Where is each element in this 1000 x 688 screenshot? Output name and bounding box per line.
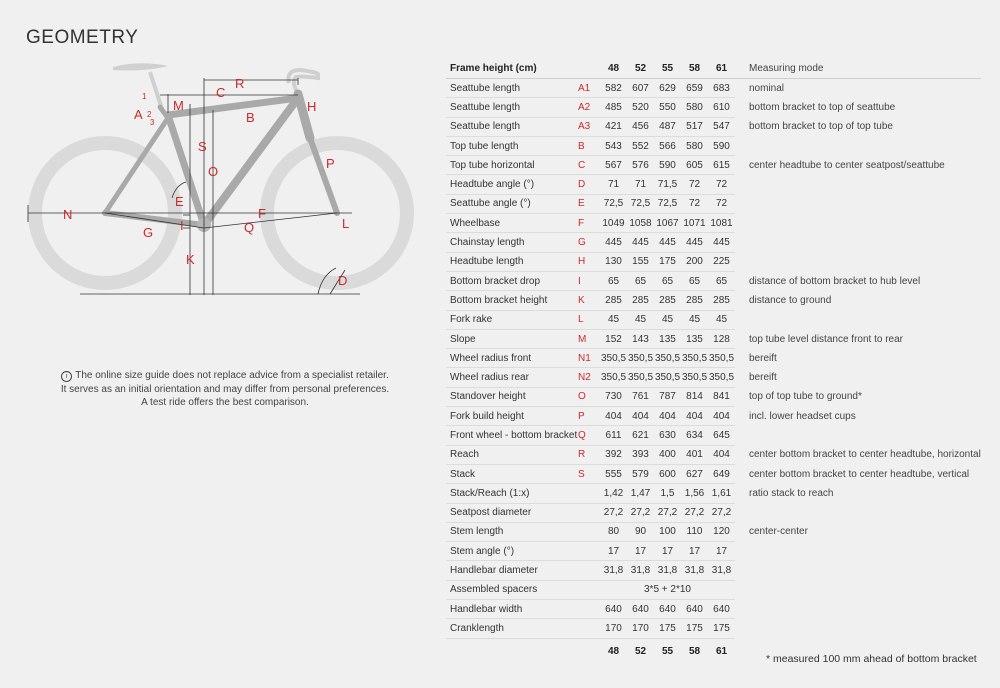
row-value: 17	[600, 542, 627, 561]
row-label: Seatpost diameter	[446, 503, 578, 522]
row-letter: I	[578, 271, 600, 290]
table-row	[446, 156, 981, 175]
row-value: 621	[627, 426, 654, 445]
label-S: S	[198, 139, 207, 154]
row-letter: R	[578, 445, 600, 464]
row-value: 404	[681, 407, 708, 426]
table-row	[446, 368, 981, 387]
row-value: 31,8	[708, 561, 735, 580]
table-row	[446, 619, 981, 638]
row-measuring-mode	[735, 426, 981, 445]
row-value: 72	[681, 175, 708, 194]
row-value: 350,5	[627, 368, 654, 387]
row-measuring-mode: center bottom bracket to center headtube, vertical	[749, 468, 970, 480]
row-measuring-mode: distance to ground	[749, 294, 832, 306]
row-label: Front wheel - bottom bracket	[446, 426, 578, 445]
row-value: 787	[654, 387, 681, 406]
row-value: 547	[708, 117, 735, 136]
row-value: 400	[654, 445, 681, 464]
saddle	[113, 63, 168, 70]
row-label: Stack/Reach (1:x)	[446, 484, 578, 503]
row-value: 135	[681, 329, 708, 348]
row-label: Wheel radius front	[446, 349, 578, 368]
row-value: 45	[600, 310, 627, 329]
label-D: D	[338, 273, 348, 288]
row-value: 1071	[681, 214, 708, 233]
row-value: 630	[654, 426, 681, 445]
row-value: 90	[627, 522, 654, 541]
row-letter: O	[578, 387, 600, 406]
row-letter: N1	[578, 349, 600, 368]
label-P: P	[326, 156, 335, 171]
table-row	[446, 310, 981, 329]
row-value: 841	[708, 387, 735, 406]
table-row	[446, 214, 981, 233]
footer-size: 58	[688, 646, 701, 658]
row-value: 170	[627, 619, 654, 638]
table-row	[446, 79, 981, 98]
row-value: 72,5	[654, 194, 681, 213]
row-letter: L	[578, 310, 600, 329]
row-letter: D	[578, 175, 600, 194]
row-value: 555	[600, 464, 627, 483]
row-value: 285	[708, 291, 735, 310]
table-row	[446, 445, 981, 464]
row-value: 629	[654, 79, 681, 98]
row-letter: H	[578, 252, 600, 271]
row-value: 445	[708, 233, 735, 252]
row-value: 31,8	[600, 561, 627, 580]
row-value: 730	[600, 387, 627, 406]
table-row	[446, 117, 981, 136]
header-size: 58	[681, 58, 708, 79]
row-value: 350,5	[627, 349, 654, 368]
row-value: 350,5	[681, 368, 708, 387]
row-value: 31,8	[681, 561, 708, 580]
row-value: 552	[627, 136, 654, 155]
row-value: 71	[600, 175, 627, 194]
row-value: 17	[708, 542, 735, 561]
table-row	[446, 271, 981, 290]
row-measuring-mode	[735, 194, 981, 213]
row-value: 640	[654, 600, 681, 619]
row-value: 135	[654, 329, 681, 348]
row-measuring-mode	[735, 503, 981, 522]
row-measuring-mode: bottom bracket to top of seattube	[749, 101, 896, 113]
row-value: 1067	[654, 214, 681, 233]
row-value: 350,5	[654, 368, 681, 387]
row-letter: F	[578, 214, 600, 233]
row-value: 567	[600, 156, 627, 175]
row-value: 761	[627, 387, 654, 406]
row-label: Stack	[446, 464, 578, 483]
row-label: Stem angle (°)	[446, 542, 578, 561]
row-label: Seattube angle (°)	[446, 194, 578, 213]
info-icon: i	[61, 371, 72, 382]
row-value: 175	[654, 619, 681, 638]
table-row	[446, 98, 981, 117]
row-measuring-mode: bottom bracket to top of top tube	[749, 121, 893, 133]
row-value: 814	[681, 387, 708, 406]
row-value: 445	[654, 233, 681, 252]
row-value: 285	[600, 291, 627, 310]
row-label: Wheelbase	[446, 214, 578, 233]
row-measuring-mode: distance of bottom bracket to hub level	[749, 275, 921, 287]
label-G: G	[143, 225, 154, 240]
row-value: 485	[600, 98, 627, 117]
table-row	[446, 542, 981, 561]
row-measuring-mode	[735, 214, 981, 233]
table-row	[446, 252, 981, 271]
header-size: 52	[627, 58, 654, 79]
table-header-row	[446, 58, 981, 79]
row-value: 17	[627, 542, 654, 561]
row-label: Stem length	[446, 522, 578, 541]
row-letter	[578, 522, 600, 541]
row-value: 579	[627, 464, 654, 483]
row-value: 610	[708, 98, 735, 117]
row-value: 404	[708, 445, 735, 464]
row-measuring-mode	[735, 175, 981, 194]
row-value: 350,5	[681, 349, 708, 368]
table-row	[446, 561, 981, 580]
row-value: 640	[708, 600, 735, 619]
row-value: 445	[627, 233, 654, 252]
row-value: 550	[654, 98, 681, 117]
bike-geometry-diagram	[0, 50, 440, 310]
label-O: O	[208, 164, 219, 179]
row-value: 627	[681, 464, 708, 483]
row-letter	[578, 619, 600, 638]
row-label: Top tube horizontal	[446, 156, 578, 175]
row-value: 634	[681, 426, 708, 445]
row-value: 445	[681, 233, 708, 252]
table-row	[446, 349, 981, 368]
row-letter: S	[578, 464, 600, 483]
table-row	[446, 407, 981, 426]
row-measuring-mode: nominal	[749, 82, 785, 94]
row-label: Slope	[446, 329, 578, 348]
label-2: 2	[147, 110, 152, 119]
row-value: 1,5	[654, 484, 681, 503]
row-letter	[578, 484, 600, 503]
table-row	[446, 387, 981, 406]
row-letter: E	[578, 194, 600, 213]
row-label: Cranklength	[446, 619, 578, 638]
label-F: F	[258, 206, 266, 221]
row-value: 152	[600, 329, 627, 348]
row-measuring-mode	[735, 580, 981, 599]
row-value: 615	[708, 156, 735, 175]
row-value: 645	[708, 426, 735, 445]
row-value: 649	[708, 464, 735, 483]
row-letter: P	[578, 407, 600, 426]
label-E: E	[175, 194, 184, 209]
row-value: 456	[627, 117, 654, 136]
row-value: 520	[627, 98, 654, 117]
label-M: M	[173, 98, 184, 113]
row-value: 421	[600, 117, 627, 136]
row-value: 404	[654, 407, 681, 426]
row-value: 128	[708, 329, 735, 348]
row-value: 175	[708, 619, 735, 638]
row-value: 590	[654, 156, 681, 175]
row-measuring-mode	[735, 233, 981, 252]
table-row	[446, 484, 981, 503]
row-value: 350,5	[654, 349, 681, 368]
label-3: 3	[150, 118, 155, 127]
row-value: 605	[681, 156, 708, 175]
row-measuring-mode: incl. lower headset cups	[749, 410, 856, 422]
row-letter	[578, 561, 600, 580]
row-label: Reach	[446, 445, 578, 464]
label-N: N	[63, 207, 73, 222]
row-value: 285	[654, 291, 681, 310]
row-value: 72,5	[600, 194, 627, 213]
row-label: Fork build height	[446, 407, 578, 426]
row-value: 175	[654, 252, 681, 271]
row-value: 404	[708, 407, 735, 426]
row-label: Top tube length	[446, 136, 578, 155]
row-value: 590	[708, 136, 735, 155]
row-label: Bottom bracket height	[446, 291, 578, 310]
row-value: 45	[681, 310, 708, 329]
row-value: 27,2	[627, 503, 654, 522]
row-letter: K	[578, 291, 600, 310]
table-row	[446, 194, 981, 213]
row-value: 65	[654, 271, 681, 290]
row-measuring-mode: top tube level distance front to rear	[749, 333, 903, 345]
row-value: 350,5	[600, 349, 627, 368]
table-row	[446, 175, 981, 194]
row-value: 72	[708, 175, 735, 194]
row-value: 1,47	[627, 484, 654, 503]
row-label: Seattube length	[446, 117, 578, 136]
row-letter: A1	[578, 79, 600, 98]
label-I: I	[180, 218, 184, 233]
row-value: 487	[654, 117, 681, 136]
footer-size: 61	[715, 646, 728, 658]
row-measuring-mode: bereift	[749, 372, 777, 384]
row-value: 17	[654, 542, 681, 561]
row-value: 65	[627, 271, 654, 290]
row-measuring-mode	[735, 542, 981, 561]
size-guide-note-text: The online size guide does not replace advice from a specialist retailer. It serves as an initial orientation and may differ from personal preferences. A test ride offers the best comparison.	[60, 370, 390, 408]
row-value: 130	[600, 252, 627, 271]
row-letter: M	[578, 329, 600, 348]
footer-size: 52	[634, 646, 647, 658]
row-label: Fork rake	[446, 310, 578, 329]
row-letter: A2	[578, 98, 600, 117]
label-H: H	[307, 99, 317, 114]
label-C: C	[216, 85, 226, 100]
row-value: 640	[681, 600, 708, 619]
footnote: * measured 100 mm ahead of bottom bracket	[766, 653, 977, 665]
row-value: 683	[708, 79, 735, 98]
row-value: 517	[681, 117, 708, 136]
row-letter	[578, 580, 600, 599]
table-row	[446, 600, 981, 619]
table-row	[446, 291, 981, 310]
row-measuring-mode	[735, 619, 981, 638]
label-A: A	[134, 107, 143, 122]
row-value: 72,5	[627, 194, 654, 213]
row-value: 607	[627, 79, 654, 98]
row-measuring-mode: bereift	[749, 352, 777, 364]
row-value: 72	[708, 194, 735, 213]
row-label: Handlebar diameter	[446, 561, 578, 580]
row-label: Wheel radius rear	[446, 368, 578, 387]
row-label: Seattube length	[446, 79, 578, 98]
row-value: 80	[600, 522, 627, 541]
row-value: 350,5	[708, 368, 735, 387]
row-value: 100	[654, 522, 681, 541]
table-row	[446, 580, 981, 599]
row-value: 72	[681, 194, 708, 213]
header-size: 55	[654, 58, 681, 79]
row-value: 17	[681, 542, 708, 561]
row-value: 27,2	[600, 503, 627, 522]
row-value: 1081	[708, 214, 735, 233]
row-value: 582	[600, 79, 627, 98]
row-value: 1058	[627, 214, 654, 233]
table-row	[446, 426, 981, 445]
row-value: 225	[708, 252, 735, 271]
row-value: 45	[654, 310, 681, 329]
row-value: 392	[600, 445, 627, 464]
table-row	[446, 329, 981, 348]
row-value: 3*5 + 2*10	[600, 580, 735, 599]
row-value: 31,8	[627, 561, 654, 580]
row-measuring-mode	[735, 310, 981, 329]
row-value: 659	[681, 79, 708, 98]
row-value: 45	[708, 310, 735, 329]
row-value: 71	[627, 175, 654, 194]
size-guide-note	[60, 369, 390, 410]
row-value: 27,2	[681, 503, 708, 522]
row-value: 27,2	[654, 503, 681, 522]
row-value: 543	[600, 136, 627, 155]
label-R: R	[235, 76, 245, 91]
row-value: 71,5	[654, 175, 681, 194]
row-letter: A3	[578, 117, 600, 136]
row-value: 1,42	[600, 484, 627, 503]
table-row	[446, 503, 981, 522]
row-value: 143	[627, 329, 654, 348]
row-label: Seattube length	[446, 98, 578, 117]
row-value: 350,5	[600, 368, 627, 387]
header-measuring-mode: Measuring mode	[735, 58, 981, 79]
row-measuring-mode: center bottom bracket to center headtube, horizontal	[749, 449, 981, 461]
row-value: 393	[627, 445, 654, 464]
row-value: 285	[681, 291, 708, 310]
row-value: 404	[627, 407, 654, 426]
row-letter	[578, 503, 600, 522]
row-value: 120	[708, 522, 735, 541]
row-value: 640	[627, 600, 654, 619]
row-measuring-mode: center headtube to center seatpost/seattube	[749, 159, 945, 171]
row-value: 285	[627, 291, 654, 310]
header-size: 61	[708, 58, 735, 79]
header-frame-height: Frame height (cm)	[446, 58, 578, 79]
label-K: K	[186, 252, 195, 267]
table-row	[446, 233, 981, 252]
row-value: 640	[600, 600, 627, 619]
row-letter: Q	[578, 426, 600, 445]
row-value: 175	[681, 619, 708, 638]
row-value: 600	[654, 464, 681, 483]
row-label: Handlebar width	[446, 600, 578, 619]
row-value: 65	[708, 271, 735, 290]
row-value: 1049	[600, 214, 627, 233]
row-value: 27,2	[708, 503, 735, 522]
row-value: 401	[681, 445, 708, 464]
row-value: 1,56	[681, 484, 708, 503]
row-label: Standover height	[446, 387, 578, 406]
label-1: 1	[142, 92, 147, 101]
row-value: 580	[681, 136, 708, 155]
row-measuring-mode: ratio stack to reach	[749, 487, 834, 499]
table-row	[446, 464, 981, 483]
row-letter: C	[578, 156, 600, 175]
row-value: 110	[681, 522, 708, 541]
row-value: 404	[600, 407, 627, 426]
row-label: Assembled spacers	[446, 580, 578, 599]
table-row	[446, 136, 981, 155]
row-value: 1,61	[708, 484, 735, 503]
row-value: 155	[627, 252, 654, 271]
row-value: 566	[654, 136, 681, 155]
row-value: 170	[600, 619, 627, 638]
row-value: 31,8	[654, 561, 681, 580]
row-measuring-mode	[735, 600, 981, 619]
geometry-table	[446, 58, 981, 665]
header-size: 48	[600, 58, 627, 79]
row-value: 576	[627, 156, 654, 175]
row-value: 580	[681, 98, 708, 117]
row-value: 65	[600, 271, 627, 290]
row-label: Bottom bracket drop	[446, 271, 578, 290]
row-value: 65	[681, 271, 708, 290]
row-value: 45	[627, 310, 654, 329]
footer-size: 55	[661, 646, 674, 658]
row-letter	[578, 600, 600, 619]
page-title: GEOMETRY	[26, 26, 139, 48]
row-value: 445	[600, 233, 627, 252]
row-letter: B	[578, 136, 600, 155]
row-measuring-mode	[735, 136, 981, 155]
row-measuring-mode: top of top tube to ground*	[749, 391, 862, 403]
footer-size: 48	[607, 646, 620, 658]
row-letter	[578, 542, 600, 561]
table-row	[446, 522, 981, 541]
row-value: 200	[681, 252, 708, 271]
row-measuring-mode	[735, 252, 981, 271]
row-letter: N2	[578, 368, 600, 387]
row-value: 350,5	[708, 349, 735, 368]
row-measuring-mode	[735, 561, 981, 580]
label-Q: Q	[244, 220, 255, 235]
label-B: B	[246, 110, 255, 125]
row-label: Chainstay length	[446, 233, 578, 252]
row-label: Headtube angle (°)	[446, 175, 578, 194]
row-letter: G	[578, 233, 600, 252]
row-measuring-mode: center-center	[749, 526, 808, 538]
row-value: 611	[600, 426, 627, 445]
row-label: Headtube length	[446, 252, 578, 271]
label-L: L	[342, 216, 350, 231]
